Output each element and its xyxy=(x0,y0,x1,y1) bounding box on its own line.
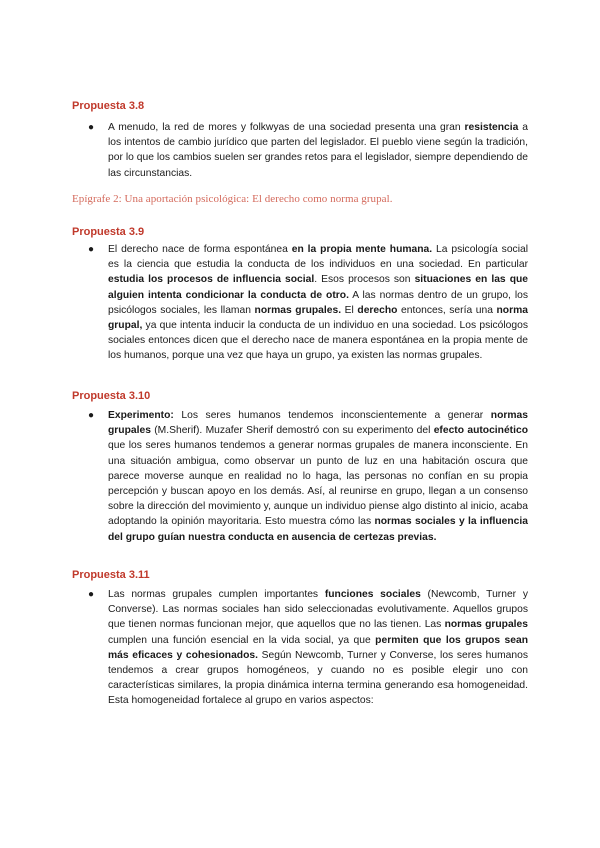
text-run: La psicología social es la ciencia que estudia la conducta de los individuos en una sociedad. En particular xyxy=(108,244,528,271)
list-item xyxy=(88,242,528,364)
paragraph xyxy=(108,120,528,181)
text-run: A menudo, la red de mores y folkwyas de una sociedad presenta una gran xyxy=(108,122,465,133)
bullet-icon: ● xyxy=(88,244,95,255)
list-item xyxy=(88,587,528,709)
bold-text-run: situaciones en las que alguien intenta condicionar la conducta de otro. xyxy=(108,274,528,301)
bullet-icon: ● xyxy=(88,122,95,133)
text-run: Según Newcomb, Turner y Converse, los seres humanos tendemos a crear grupos homogéneos, y cuando no es posible elegir uno con características similares, la propia dinámica interna termina generando esa homogeneidad. Esta homogeneidad fortalece al grupo en varios aspectos: xyxy=(108,649,528,707)
text-run: A las normas dentro de un grupo, los psicólogos sociales, les llaman xyxy=(108,289,528,316)
bold-text-run: normas grupales xyxy=(444,619,528,631)
text-run: a los intentos de cambio jurídico que parten del legislador. El pueblo viene según la tradición, por lo que los cambios suelen ser grandes retos para el legislador, siempre dependiendo de las circunstancias. xyxy=(108,122,528,179)
section-heading: Propuesta 3.8 xyxy=(72,100,145,112)
text-run: que los seres humanos tendemos a generar normas grupales de manera inconsciente. En una situación ambigua, como observar un punto de luz en una habitación oscura que parece moverse aunque en realidad no lo haga, las personas no confían en su propia percepción y buscan apoyo en los demás. Así, al reunirse en grupo, llegan a un consenso sobre la dirección del movimiento y, aunque un individuo piense algo distinto al inicio, acaba adoptando la opinión mayoritaria. Esto muestra cómo las xyxy=(108,440,528,528)
section-heading: Propuesta 3.11 xyxy=(72,569,150,581)
text-run: Las normas grupales cumplen importantes xyxy=(108,589,325,600)
bold-text-run: efecto autocinético xyxy=(433,425,528,437)
text-run: entonces, sería una xyxy=(397,304,497,316)
bold-text-run: derecho xyxy=(357,304,398,316)
text-run: Los seres humanos tendemos inconscientemente a generar xyxy=(173,410,491,421)
bullet-icon: ● xyxy=(88,410,95,421)
bold-text-run: resistencia xyxy=(464,122,519,133)
bold-text-run: normas grupales. xyxy=(254,304,342,316)
epigrafe-heading: Epígrafe 2: Una aportación psicológica: El derecho como norma grupal. xyxy=(72,193,393,205)
text-run: (Newcomb, Turner y Converse). Las normas sociales han sido seleccionadas evolutivamente. Aquellos grupos que tienen normas funcionan mejor, que aquellos que no las tienen. Las xyxy=(108,589,528,631)
list-item xyxy=(88,408,528,545)
bold-text-run: funciones sociales xyxy=(324,589,421,600)
bold-text-run: normas sociales y la influencia del grupo guían nuestra conducta en ausencia de certezas previas. xyxy=(108,516,528,543)
section-heading: Propuesta 3.9 xyxy=(72,226,145,238)
bold-text-run: normas grupales xyxy=(108,410,528,437)
bold-text-run: Experimento: xyxy=(108,410,174,421)
bold-text-run: en la propia mente humana. xyxy=(291,244,433,255)
text-run: . Esos procesos son xyxy=(314,274,415,286)
text-run: (M.Sherif). Muzafer Sherif demostró con su experimento del xyxy=(150,425,434,437)
paragraph xyxy=(108,408,528,545)
list-item xyxy=(88,120,528,181)
paragraph xyxy=(108,587,528,709)
bullet-icon: ● xyxy=(88,589,95,600)
section-heading: Propuesta 3.10 xyxy=(72,390,151,402)
bold-text-run: estudia los procesos de influencia social xyxy=(108,274,315,286)
bold-text-run: norma grupal, xyxy=(108,304,528,332)
text-run: cumplen una función esencial en la vida social, ya que xyxy=(108,634,376,646)
text-run: El xyxy=(341,304,358,316)
paragraph xyxy=(108,242,528,364)
text-run: ya que intenta inducir la conducta de un individuo en una sociedad. Los psicólogos sociales entonces dicen que el derecho nace de manera espontánea en la propia mente de los humanos, porque una vez que haya un grupo, ya existen las normas grupales. xyxy=(108,320,528,362)
bold-text-run: permiten que los grupos sean más eficaces y cohesionados. xyxy=(108,634,528,661)
text-run: El derecho nace de forma espontánea xyxy=(108,244,292,255)
